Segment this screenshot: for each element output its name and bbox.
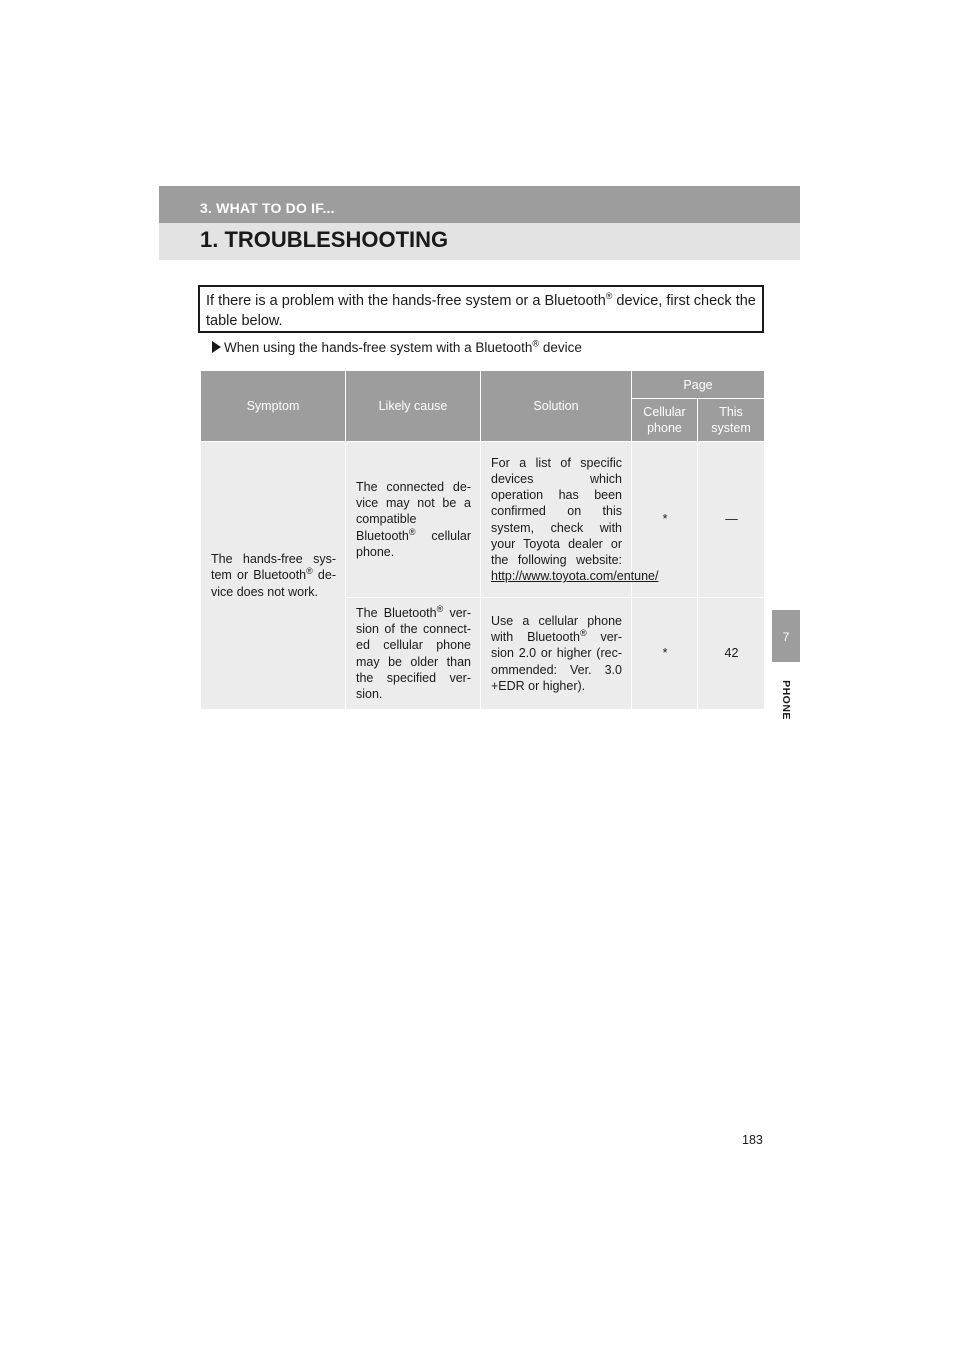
solution-text: For a list of specific devices which operation has been confirmed on this system, check with your Toyota dealer or the following website: xyxy=(491,455,622,567)
troubleshooting-table xyxy=(200,370,765,710)
cause-text-2: cellular phone. xyxy=(356,528,471,559)
registered-mark: ® xyxy=(579,628,587,639)
cause-text-1: The connected de- vice may not be a compatible Bluetooth xyxy=(356,479,471,543)
section-header xyxy=(159,186,800,223)
header-cellular-phone: Cellular phone xyxy=(632,399,698,442)
registered-mark: ® xyxy=(532,338,540,349)
header-symptom: Symptom xyxy=(201,371,346,442)
solution-cell xyxy=(481,598,632,710)
header-this-system: This system xyxy=(698,399,765,442)
chapter-tab xyxy=(772,610,800,662)
cause-cell xyxy=(346,598,481,710)
solution-text-1: Use a cellular phone with Bluetooth xyxy=(491,613,622,645)
header-likely-cause: Likely cause xyxy=(346,371,481,442)
header-page: Page xyxy=(632,371,765,399)
subheading-text-1: When using the hands-free system with a Bluetooth xyxy=(224,340,533,355)
solution-text-2: ver- sion 2.0 or higher (rec- ommended: Ver. 3.0 +EDR or higher). xyxy=(491,630,622,693)
chapter-label xyxy=(772,670,800,730)
subheading xyxy=(212,340,582,355)
registered-mark: ® xyxy=(436,603,444,614)
subheading-text-2: device xyxy=(539,340,582,355)
chapter-label-text: PHONE xyxy=(780,680,792,720)
registered-mark: ® xyxy=(408,526,416,537)
symptom-text-2: de- vice does not work. xyxy=(211,568,337,599)
table-header-row xyxy=(201,371,765,399)
page-title: 1. TROUBLESHOOTING xyxy=(200,227,449,252)
registered-mark: ® xyxy=(306,566,313,577)
cause-text-1: The Bluetooth xyxy=(356,605,437,620)
registered-mark: ® xyxy=(605,291,613,302)
cause-text-2: ver- sion of the connect- ed cellular phone may be older than the specified ver- sion. xyxy=(356,605,471,701)
solution-cell xyxy=(481,442,659,598)
section-title: 3. WHAT TO DO IF... xyxy=(200,200,335,216)
intro-text-1: If there is a problem with the hands-free system or a Bluetooth xyxy=(206,293,606,309)
symptom-cell xyxy=(201,442,346,710)
header-solution: Solution xyxy=(481,371,632,442)
cellular-page-cell: * xyxy=(632,442,698,598)
page-number: 183 xyxy=(742,1133,763,1147)
page-title-bar xyxy=(159,223,800,260)
arrow-right-icon xyxy=(212,341,221,353)
symptom-text-1: The hands-free sys- tem or Bluetooth xyxy=(211,552,336,583)
chapter-number: 7 xyxy=(782,630,790,644)
cellular-page-cell: * xyxy=(632,598,698,710)
cause-cell xyxy=(346,442,481,598)
table-row xyxy=(201,442,765,598)
system-page-cell: 42 xyxy=(698,598,765,710)
toyota-website-link[interactable]: http://www.toyota.com/entune/ xyxy=(491,569,659,584)
system-page-cell: — xyxy=(698,442,765,598)
intro-text-2: device, first check the table below. xyxy=(206,293,756,329)
intro-note xyxy=(198,285,764,333)
